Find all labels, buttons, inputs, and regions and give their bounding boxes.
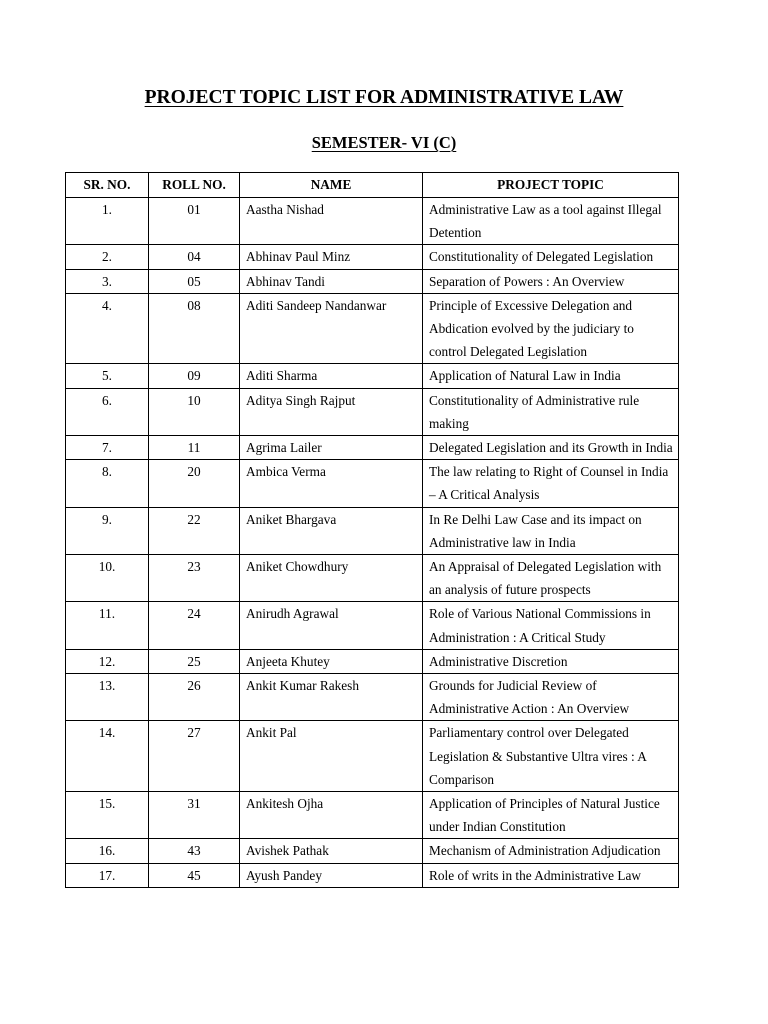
page-subtitle-text: SEMESTER- VI (C): [311, 133, 457, 152]
cell-roll-no: 04: [149, 245, 240, 269]
cell-name: Aditi Sandeep Nandanwar: [240, 293, 423, 364]
table-row: [66, 839, 679, 863]
cell-project-topic: Role of writs in the Administrative Law: [423, 863, 679, 887]
cell-sr-no: 17.: [66, 863, 149, 887]
cell-roll-no: 05: [149, 269, 240, 293]
cell-sr-no: 1.: [66, 198, 149, 245]
cell-sr-no: 2.: [66, 245, 149, 269]
cell-roll-no: 25: [149, 649, 240, 673]
cell-sr-no: 16.: [66, 839, 149, 863]
table-row: [66, 293, 679, 364]
cell-roll-no: 22: [149, 507, 240, 554]
cell-name: Abhinav Paul Minz: [240, 245, 423, 269]
cell-project-topic: In Re Delhi Law Case and its impact on Administrative law in India: [423, 507, 679, 554]
table-row: [66, 649, 679, 673]
cell-roll-no: 01: [149, 198, 240, 245]
cell-roll-no: 31: [149, 792, 240, 839]
cell-sr-no: 3.: [66, 269, 149, 293]
cell-sr-no: 14.: [66, 721, 149, 792]
cell-roll-no: 23: [149, 555, 240, 602]
cell-name: Avishek Pathak: [240, 839, 423, 863]
cell-roll-no: 45: [149, 863, 240, 887]
table-row: [66, 863, 679, 887]
cell-name: Aditya Singh Rajput: [240, 388, 423, 435]
cell-sr-no: 11.: [66, 602, 149, 649]
cell-project-topic: Parliamentary control over Delegated Legislation & Substantive Ultra vires : A Comparison: [423, 721, 679, 792]
page-title: [0, 86, 768, 110]
cell-sr-no: 6.: [66, 388, 149, 435]
cell-sr-no: 4.: [66, 293, 149, 364]
table-row: [66, 555, 679, 602]
cell-project-topic: Application of Principles of Natural Justice under Indian Constitution: [423, 792, 679, 839]
cell-name: Anirudh Agrawal: [240, 602, 423, 649]
cell-project-topic: Role of Various National Commissions in Administration : A Critical Study: [423, 602, 679, 649]
table-row: [66, 198, 679, 245]
cell-sr-no: 9.: [66, 507, 149, 554]
header-project-topic: PROJECT TOPIC: [423, 173, 679, 198]
table-header-row: [66, 173, 679, 198]
cell-project-topic: The law relating to Right of Counsel in India – A Critical Analysis: [423, 460, 679, 507]
cell-name: Aditi Sharma: [240, 364, 423, 388]
cell-project-topic: Grounds for Judicial Review of Administrative Action : An Overview: [423, 674, 679, 721]
cell-sr-no: 7.: [66, 436, 149, 460]
table-row: [66, 674, 679, 721]
cell-name: Ambica Verma: [240, 460, 423, 507]
cell-project-topic: Administrative Law as a tool against Illegal Detention: [423, 198, 679, 245]
table-row: [66, 792, 679, 839]
cell-project-topic: Separation of Powers : An Overview: [423, 269, 679, 293]
cell-sr-no: 15.: [66, 792, 149, 839]
header-sr-no: SR. NO.: [66, 173, 149, 198]
table-row: [66, 602, 679, 649]
cell-name: Aastha Nishad: [240, 198, 423, 245]
cell-name: Aniket Bhargava: [240, 507, 423, 554]
cell-sr-no: 10.: [66, 555, 149, 602]
cell-roll-no: 26: [149, 674, 240, 721]
cell-roll-no: 11: [149, 436, 240, 460]
cell-name: Anjeeta Khutey: [240, 649, 423, 673]
cell-project-topic: Principle of Excessive Delegation and Abdication evolved by the judiciary to control Delegated Legislation: [423, 293, 679, 364]
cell-project-topic: Application of Natural Law in India: [423, 364, 679, 388]
table-row: [66, 269, 679, 293]
cell-project-topic: Constitutionality of Delegated Legislation: [423, 245, 679, 269]
cell-roll-no: 27: [149, 721, 240, 792]
cell-name: Agrima Lailer: [240, 436, 423, 460]
cell-roll-no: 10: [149, 388, 240, 435]
cell-name: Abhinav Tandi: [240, 269, 423, 293]
cell-project-topic: An Appraisal of Delegated Legislation with an analysis of future prospects: [423, 555, 679, 602]
table-row: [66, 721, 679, 792]
cell-name: Ankitesh Ojha: [240, 792, 423, 839]
table-row: [66, 245, 679, 269]
page-subtitle: [0, 132, 768, 154]
cell-roll-no: 08: [149, 293, 240, 364]
table-row: [66, 436, 679, 460]
cell-sr-no: 8.: [66, 460, 149, 507]
page-title-text: PROJECT TOPIC LIST FOR ADMINISTRATIVE LAW: [144, 87, 624, 108]
cell-sr-no: 13.: [66, 674, 149, 721]
table-row: [66, 364, 679, 388]
cell-sr-no: 5.: [66, 364, 149, 388]
header-name: NAME: [240, 173, 423, 198]
cell-project-topic: Constitutionality of Administrative rule making: [423, 388, 679, 435]
table-row: [66, 388, 679, 435]
cell-roll-no: 20: [149, 460, 240, 507]
table-row: [66, 460, 679, 507]
project-topic-table: [65, 172, 679, 888]
cell-name: Aniket Chowdhury: [240, 555, 423, 602]
cell-roll-no: 09: [149, 364, 240, 388]
table-row: [66, 507, 679, 554]
table-body: [66, 198, 679, 888]
cell-sr-no: 12.: [66, 649, 149, 673]
cell-roll-no: 43: [149, 839, 240, 863]
header-roll-no: ROLL NO.: [149, 173, 240, 198]
cell-name: Ayush Pandey: [240, 863, 423, 887]
cell-project-topic: Administrative Discretion: [423, 649, 679, 673]
cell-project-topic: Delegated Legislation and its Growth in India: [423, 436, 679, 460]
cell-project-topic: Mechanism of Administration Adjudication: [423, 839, 679, 863]
cell-name: Ankit Pal: [240, 721, 423, 792]
cell-roll-no: 24: [149, 602, 240, 649]
cell-name: Ankit Kumar Rakesh: [240, 674, 423, 721]
